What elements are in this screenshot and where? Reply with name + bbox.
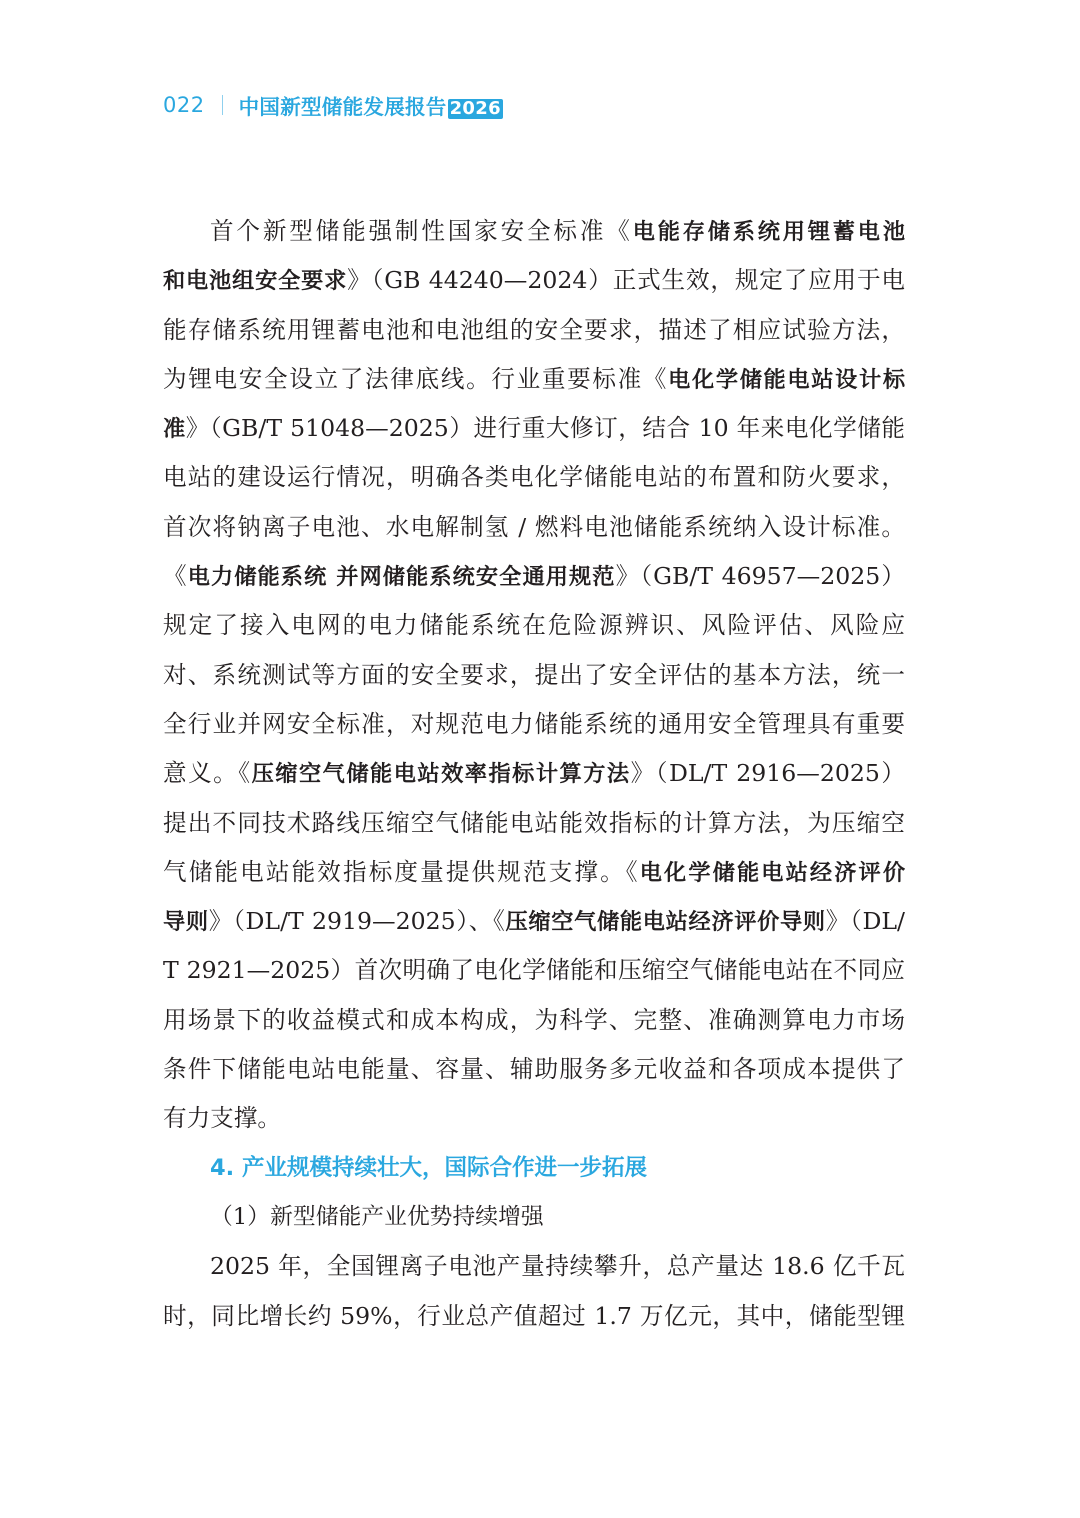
- text-line: [163, 749, 905, 798]
- standard-title: 电力储能系统 并网储能系统安全通用规范: [187, 564, 616, 591]
- text-line: [163, 207, 905, 256]
- text-run: 气储能电站能效指标度量提供规范支撑。《: [163, 857, 640, 886]
- text-line: 时，同比增长约 59%，行业总产值超过 1.7 万亿元，其中，储能型锂: [163, 1301, 905, 1330]
- text-run: 》（GB 44240—2024）正式生效，规定了应用于电: [347, 266, 905, 295]
- text-line: 有力支撑。: [163, 1104, 281, 1133]
- text-run: 》（DL/T 2919—2025）、《: [208, 907, 506, 936]
- text-run: 》（GB/T 51048—2025）进行重大修订，结合 10 年来电化学储能: [185, 414, 905, 443]
- page-header: [163, 88, 503, 122]
- standard-title: 压缩空气储能电站经济评价导则: [505, 909, 826, 936]
- page-body: [163, 207, 905, 1341]
- text-line: 全行业并网安全标准，对规范电力储能系统的通用安全管理具有重要: [163, 709, 905, 738]
- standard-title: 电化学储能电站经济评价: [639, 859, 905, 886]
- text-line: 对、系统测试等方面的安全要求，提出了安全评估的基本方法，统一: [163, 660, 905, 689]
- text-line: 用场景下的收益模式和成本构成，为科学、完整、准确测算电力市场: [163, 1005, 905, 1034]
- subsection-heading: （1）新型储能产业优势持续增强: [210, 1203, 544, 1230]
- text-run: 为锂电安全设立了法律底线。行业重要标准《: [163, 364, 669, 393]
- text-line: [163, 355, 905, 404]
- text-run: 》（GB/T 46957—2025）: [615, 562, 905, 591]
- text-line: [163, 404, 905, 453]
- paragraph-industry: [163, 1242, 905, 1341]
- text-line: 提出不同技术路线压缩空气储能电站能效指标的计算方法，为压缩空: [163, 808, 905, 837]
- report-title: [239, 90, 503, 120]
- text-run: 首个新型储能强制性国家安全标准《: [210, 217, 633, 245]
- page-number: 022: [163, 93, 205, 117]
- section-heading: 4. 产业规模持续壮大，国际合作进一步拓展: [210, 1154, 648, 1181]
- text-line: [163, 848, 905, 897]
- report-title-text: 中国新型储能发展报告: [238, 95, 447, 119]
- year-badge: 2026: [449, 98, 501, 119]
- standard-title: 电能存储系统用锂蓄电池: [632, 219, 905, 245]
- text-line: 条件下储能电站电能量、容量、辅助服务多元收益和各项成本提供了: [163, 1055, 905, 1084]
- standard-title: 导则: [163, 909, 209, 936]
- text-line: 首次将钠离子电池、水电解制氢 / 燃料电池储能系统纳入设计标准。: [163, 512, 905, 541]
- text-line: 能存储系统用锂蓄电池和电池组的安全要求，描述了相应试验方法，: [163, 315, 905, 344]
- text-run: 《: [163, 562, 188, 591]
- text-line: [163, 897, 905, 946]
- header-separator: [222, 95, 223, 115]
- standard-title: 电化学储能电站设计标: [668, 366, 905, 393]
- standard-title: 压缩空气储能电站效率指标计算方法: [251, 761, 631, 788]
- text-line: [163, 552, 905, 601]
- text-line: T 2921—2025）首次明确了电化学储能和压缩空气储能电站在不同应: [163, 956, 905, 985]
- text-line: [163, 256, 905, 305]
- text-line: 规定了接入电网的电力储能系统在危险源辨识、风险评估、风险应: [163, 611, 905, 640]
- text-run: 意义。《: [163, 759, 252, 788]
- paragraph-standards: [163, 207, 905, 1144]
- standard-title: 和电池组安全要求: [163, 268, 348, 295]
- text-run: 》（DL/: [825, 907, 905, 936]
- standard-title: 准: [163, 416, 186, 443]
- text-line: 2025 年，全国锂离子电池产量持续攀升，总产量达 18.6 亿千瓦: [210, 1252, 905, 1281]
- text-run: 》（DL/T 2916—2025）: [630, 759, 905, 788]
- text-line: 电站的建设运行情况，明确各类电化学储能电站的布置和防火要求，: [163, 463, 905, 492]
